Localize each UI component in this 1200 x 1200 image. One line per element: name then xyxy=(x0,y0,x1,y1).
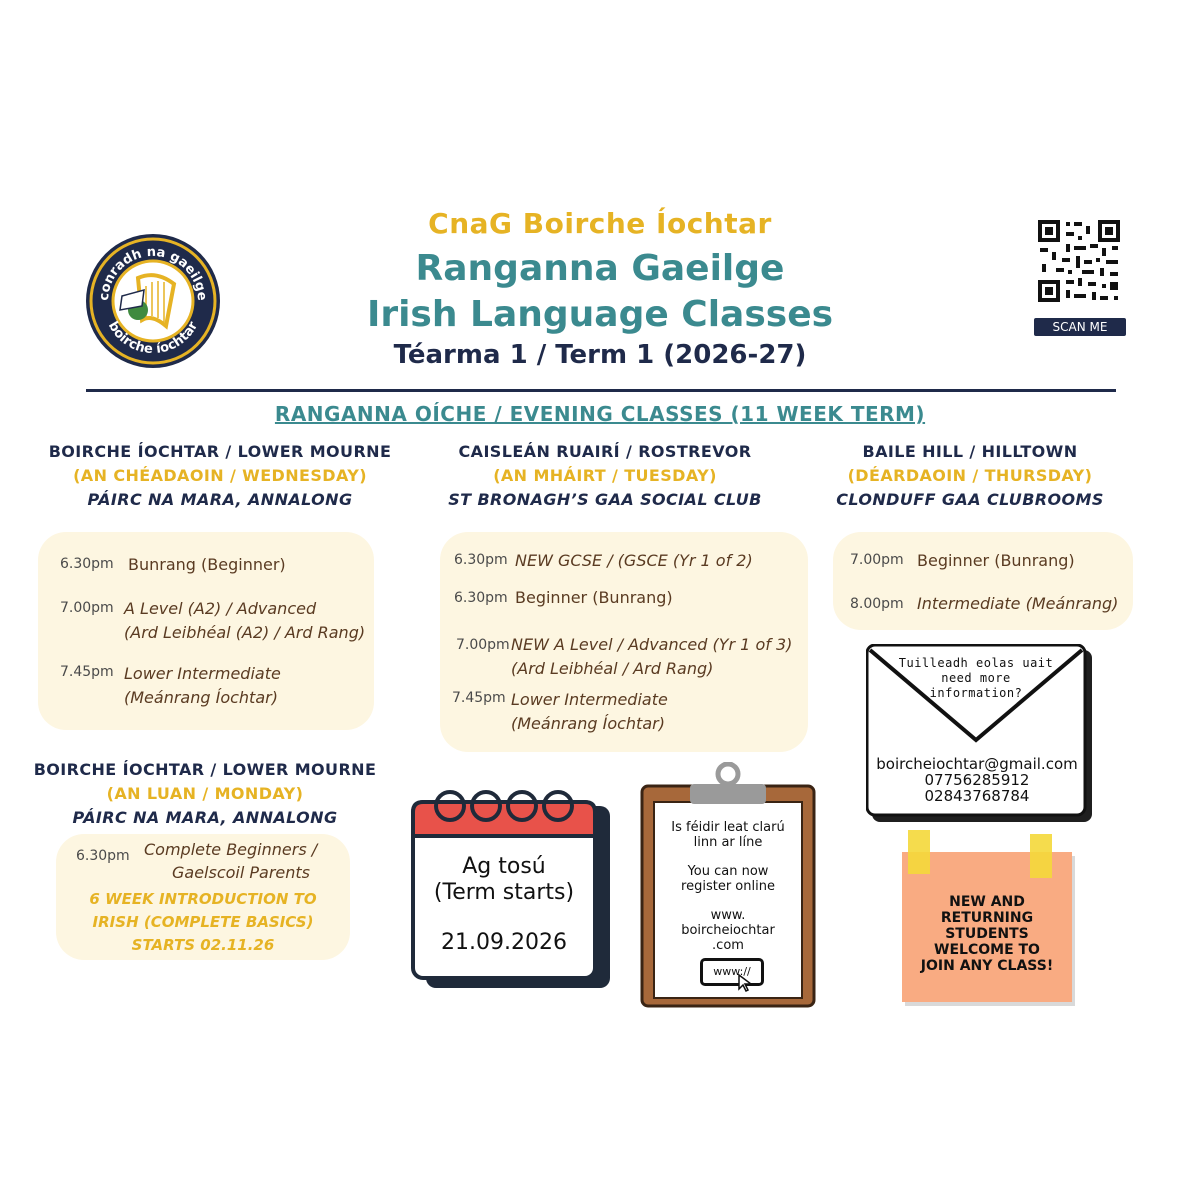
venue-name: CLONDUFF GAA CLUBROOMS xyxy=(836,490,1104,509)
register-english: register online xyxy=(681,879,775,894)
class-name-irish: (Ard Leibhéal (A2) / Ard Rang) xyxy=(124,623,366,642)
contact-phone[interactable]: 02843768784 xyxy=(924,787,1030,805)
class-time: 6.30pm xyxy=(60,556,114,572)
start-label-en: (Term starts) xyxy=(433,880,575,905)
day-name: (DÉARDAOIN / THURSDAY) xyxy=(847,466,1093,485)
welcome-line: JOIN ANY CLASS! xyxy=(920,958,1054,974)
class-name: A Level (A2) / Advanced xyxy=(124,599,317,618)
register-irish: linn ar líne xyxy=(693,835,763,850)
qr-icon xyxy=(1036,218,1122,304)
start-label: Ag tosú xyxy=(462,854,546,879)
class-panel-tuesday xyxy=(440,532,808,752)
question-english: need more xyxy=(941,671,1011,685)
org-name: CnaG Boirche Íochtar xyxy=(428,207,772,240)
class-name: NEW GCSE / (GSCE (Yr 1 of 2) xyxy=(515,551,753,570)
area-name: BOIRCHE ÍOCHTAR / LOWER MOURNE xyxy=(48,442,392,461)
welcome-sticky-note xyxy=(902,852,1072,1002)
logo-top-text: conradh na gaeilge xyxy=(96,244,210,302)
welcome-line: RETURNING xyxy=(940,910,1034,926)
class-name: NEW A Level / Advanced (Yr 1 of 3) xyxy=(511,635,793,654)
register-english: You can now xyxy=(687,864,769,879)
class-time: 8.00pm xyxy=(850,596,904,612)
envelope-question xyxy=(886,656,1066,701)
website-url[interactable]: boircheiochtar xyxy=(681,923,775,938)
intro-note-line: IRISH (COMPLETE BASICS) xyxy=(92,913,314,931)
welcome-line: WELCOME TO xyxy=(934,942,1040,958)
area-name: CAISLEÁN RUAIRÍ / ROSTREVOR xyxy=(458,442,752,461)
welcome-line: STUDENTS xyxy=(945,926,1029,942)
area-name: BOIRCHE ÍOCHTAR / LOWER MOURNE xyxy=(33,760,377,779)
day-name: (AN MHÁIRT / TUESDAY) xyxy=(493,466,717,485)
class-name-irish: (Meánrang Íochtar) xyxy=(511,714,665,733)
welcome-text xyxy=(902,894,1072,974)
cursor-icon xyxy=(738,974,754,992)
title-irish: Ranganna Gaeilge xyxy=(415,248,785,289)
contact-phone[interactable]: 07756285912 xyxy=(924,771,1030,789)
class-name: Beginner (Bunrang) xyxy=(515,588,673,607)
register-text xyxy=(654,820,802,953)
question-irish: Tuilleadh eolas uait xyxy=(898,656,1054,670)
venue-name: PÁIRC NA MARA, ANNALONG xyxy=(72,808,338,827)
intro-course-note xyxy=(56,888,350,957)
page-title xyxy=(280,246,920,338)
class-time: 6.30pm xyxy=(76,848,130,864)
class-time: 7.00pm xyxy=(850,552,904,568)
class-name: Bunrang (Beginner) xyxy=(128,555,286,574)
tape-right xyxy=(1030,834,1052,878)
calendar-card xyxy=(410,788,614,992)
tape-left xyxy=(908,830,930,874)
contact-details xyxy=(866,756,1088,804)
venue-name: ST BRONAGH’S GAA SOCIAL CLUB xyxy=(448,490,762,509)
class-name: Complete Beginners / xyxy=(144,840,318,859)
venue-header-rostrevor xyxy=(405,440,805,512)
area-name: BAILE HILL / HILLTOWN xyxy=(862,442,1078,461)
class-name-irish: (Ard Leibhéal / Ard Rang) xyxy=(511,659,714,678)
class-time: 7.00pm xyxy=(456,637,510,653)
logo-emblem xyxy=(86,234,220,368)
contact-envelope xyxy=(866,644,1092,822)
venue-header-lower-mourne-mon xyxy=(10,758,400,830)
class-time: 7.45pm xyxy=(60,664,114,680)
class-name: Beginner (Bunrang) xyxy=(917,551,1075,570)
divider xyxy=(86,389,1116,392)
class-time: 7.45pm xyxy=(452,690,506,706)
class-time: 6.30pm xyxy=(454,590,508,606)
day-name: (AN LUAN / MONDAY) xyxy=(106,784,304,803)
term-title: Téarma 1 / Term 1 (2026-27) xyxy=(393,340,807,370)
scan-me-label: SCAN ME xyxy=(1034,318,1126,336)
class-panel-thursday xyxy=(833,532,1133,630)
website-url[interactable]: .com xyxy=(712,938,744,953)
class-name: Lower Intermediate xyxy=(511,690,668,709)
calendar-text xyxy=(413,854,595,906)
intro-note-line: 6 WEEK INTRODUCTION TO xyxy=(89,890,317,908)
logo-bottom-text: boirche íochtar xyxy=(104,319,202,358)
conradh-logo xyxy=(86,234,220,368)
start-date: 21.09.2026 xyxy=(441,930,567,955)
intro-note-line: STARTS 02.11.26 xyxy=(131,936,275,954)
web-badge-text: www:// xyxy=(713,965,751,978)
class-name-line2: Gaelscoil Parents xyxy=(172,863,311,882)
section-title: RANGANNA OÍCHE / EVENING CLASSES (11 WEEK TERM) xyxy=(274,402,926,426)
website-url[interactable]: www. xyxy=(710,908,746,923)
register-irish: Is féidir leat clarú xyxy=(671,820,785,835)
class-time: 7.00pm xyxy=(60,600,114,616)
title-english: Irish Language Classes xyxy=(366,294,834,335)
class-name: Intermediate (Meánrang) xyxy=(917,594,1119,613)
clipboard-card xyxy=(640,762,816,1008)
welcome-line: NEW AND xyxy=(949,894,1025,910)
question-english: information? xyxy=(929,686,1023,700)
venue-header-hilltown xyxy=(790,440,1150,512)
venue-name: PÁIRC NA MARA, ANNALONG xyxy=(87,490,353,509)
qr-code[interactable] xyxy=(1036,218,1122,304)
class-panel-monday xyxy=(56,834,350,960)
class-panel-wednesday xyxy=(38,532,374,730)
venue-header-lower-mourne-wed xyxy=(20,440,420,512)
contact-email[interactable]: boircheiochtar@gmail.com xyxy=(876,755,1078,773)
class-name-irish: (Meánrang Íochtar) xyxy=(124,688,278,707)
class-name: Lower Intermediate xyxy=(124,664,281,683)
class-time: 6.30pm xyxy=(454,552,508,568)
day-name: (AN CHÉADAOIN / WEDNESDAY) xyxy=(73,466,367,485)
web-badge xyxy=(700,958,764,986)
